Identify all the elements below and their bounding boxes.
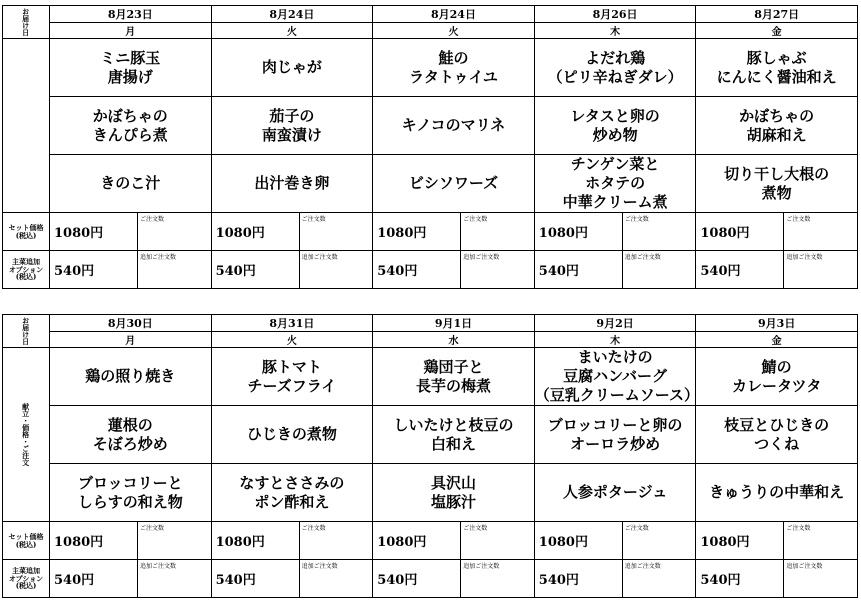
dish-cell: しいたけと枝豆の 白和え xyxy=(373,406,535,464)
set-price: 1080円 xyxy=(50,522,138,560)
set-price: 1080円 xyxy=(696,213,784,251)
option-price: 540円 xyxy=(373,560,461,598)
menu-label xyxy=(3,39,50,213)
date-header: 8月24日 xyxy=(373,6,535,23)
weekday-header: 月 xyxy=(50,23,212,39)
order-qty-field[interactable]: ご注文数 xyxy=(622,213,696,251)
add-order-qty-field[interactable]: 追加ご注文数 xyxy=(784,251,858,289)
dish-cell: ひじきの煮物 xyxy=(211,406,373,464)
set-price: 1080円 xyxy=(50,213,138,251)
delivery-date-label xyxy=(3,6,50,39)
dish-cell: ブロッコリーと しらすの和え物 xyxy=(50,464,212,522)
weekday-header: 火 xyxy=(211,23,373,39)
date-header: 8月31日 xyxy=(211,315,373,332)
dish-cell: 鮭の ラタトゥイユ xyxy=(373,39,535,97)
dish-cell: 人参ポタージュ xyxy=(534,464,696,522)
option-price: 540円 xyxy=(696,251,784,289)
dish-cell: よだれ鶏 （ピリ辛ねぎダレ） xyxy=(534,39,696,97)
order-qty-field[interactable]: ご注文数 xyxy=(622,522,696,560)
weekday-header: 金 xyxy=(696,332,858,348)
date-header: 8月27日 xyxy=(696,6,858,23)
option-price-label: 主菜追加 オプション (税込) xyxy=(3,560,50,598)
set-price: 1080円 xyxy=(534,522,622,560)
dish-cell: チンゲン菜と ホタテの 中華クリーム煮 xyxy=(534,155,696,213)
set-price: 1080円 xyxy=(696,522,784,560)
add-order-qty-field[interactable]: 追加ご注文数 xyxy=(622,560,696,598)
add-order-qty-field[interactable]: 追加ご注文数 xyxy=(138,560,212,598)
option-price: 540円 xyxy=(696,560,784,598)
set-price-label: セット価格 (税込) xyxy=(3,213,50,251)
dish-cell: 肉じゃが xyxy=(211,39,373,97)
dish-cell: 具沢山 塩豚汁 xyxy=(373,464,535,522)
dish-cell: キノコのマリネ xyxy=(373,97,535,155)
dish-cell: きのこ汁 xyxy=(50,155,212,213)
dish-cell: 茄子の 南蛮漬け xyxy=(211,97,373,155)
add-order-qty-field[interactable]: 追加ご注文数 xyxy=(138,251,212,289)
delivery-date-label xyxy=(3,315,50,348)
weekday-header: 木 xyxy=(534,23,696,39)
weekday-header: 金 xyxy=(696,23,858,39)
dish-cell: 鶏団子と 長芋の梅煮 xyxy=(373,348,535,406)
order-qty-field[interactable]: ご注文数 xyxy=(138,522,212,560)
dish-cell: 鶏の照り焼き xyxy=(50,348,212,406)
set-price-label: セット価格 (税込) xyxy=(3,522,50,560)
weekday-header: 火 xyxy=(373,23,535,39)
date-header: 8月26日 xyxy=(534,6,696,23)
weekday-header: 水 xyxy=(373,332,535,348)
option-price: 540円 xyxy=(534,251,622,289)
dish-cell: 蓮根の そぼろ炒め xyxy=(50,406,212,464)
date-header: 9月1日 xyxy=(373,315,535,332)
dish-cell: レタスと卵の 炒め物 xyxy=(534,97,696,155)
dish-cell: なすとささみの ポン酢和え xyxy=(211,464,373,522)
weekday-header: 火 xyxy=(211,332,373,348)
dish-cell: 枝豆とひじきの つくね xyxy=(696,406,858,464)
dish-cell: 切り干し大根の 煮物 xyxy=(696,155,858,213)
date-header: 8月24日 xyxy=(211,6,373,23)
date-header: 9月2日 xyxy=(534,315,696,332)
week-table-1 xyxy=(2,5,858,289)
option-price-label: 主菜追加 オプション (税込) xyxy=(3,251,50,289)
set-price: 1080円 xyxy=(534,213,622,251)
dish-cell: きゅうりの中華和え xyxy=(696,464,858,522)
add-order-qty-field[interactable]: 追加ご注文数 xyxy=(299,560,373,598)
dish-cell: 豚しゃぶ にんにく醤油和え xyxy=(696,39,858,97)
set-price: 1080円 xyxy=(373,213,461,251)
order-qty-field[interactable]: ご注文数 xyxy=(784,213,858,251)
weekday-header: 木 xyxy=(534,332,696,348)
date-header: 9月3日 xyxy=(696,315,858,332)
option-price: 540円 xyxy=(211,251,299,289)
option-price: 540円 xyxy=(50,251,138,289)
set-price: 1080円 xyxy=(211,213,299,251)
order-qty-field[interactable]: ご注文数 xyxy=(299,522,373,560)
option-price: 540円 xyxy=(373,251,461,289)
order-qty-field[interactable]: ご注文数 xyxy=(784,522,858,560)
menu-label-text: 献立・価格・ご注文 xyxy=(21,403,31,466)
order-qty-field[interactable]: ご注文数 xyxy=(461,213,535,251)
add-order-qty-field[interactable]: 追加ご注文数 xyxy=(299,251,373,289)
menu-label xyxy=(3,348,50,522)
add-order-qty-field[interactable]: 追加ご注文数 xyxy=(461,251,535,289)
dish-cell: ビシソワーズ xyxy=(373,155,535,213)
dish-cell: 出汁巻き卵 xyxy=(211,155,373,213)
dish-cell: かぼちゃの 胡麻和え xyxy=(696,97,858,155)
week-table-2 xyxy=(2,314,858,598)
add-order-qty-field[interactable]: 追加ご注文数 xyxy=(784,560,858,598)
date-header: 8月23日 xyxy=(50,6,212,23)
dish-cell: ミニ豚玉 唐揚げ xyxy=(50,39,212,97)
set-price: 1080円 xyxy=(211,522,299,560)
dish-cell: 豚トマト チーズフライ xyxy=(211,348,373,406)
date-header: 8月30日 xyxy=(50,315,212,332)
dish-cell: 鯖の カレータツタ xyxy=(696,348,858,406)
add-order-qty-field[interactable]: 追加ご注文数 xyxy=(461,560,535,598)
order-qty-field[interactable]: ご注文数 xyxy=(299,213,373,251)
dish-cell: かぼちゃの きんぴら煮 xyxy=(50,97,212,155)
dish-cell: まいたけの 豆腐ハンバーグ （豆乳クリームソース） xyxy=(534,348,700,404)
set-price: 1080円 xyxy=(373,522,461,560)
add-order-qty-field[interactable]: 追加ご注文数 xyxy=(622,251,696,289)
option-price: 540円 xyxy=(534,560,622,598)
weekday-header: 月 xyxy=(50,332,212,348)
order-qty-field[interactable]: ご注文数 xyxy=(461,522,535,560)
order-qty-field[interactable]: ご注文数 xyxy=(138,213,212,251)
option-price: 540円 xyxy=(50,560,138,598)
delivery-date-text: お届け日 xyxy=(21,8,31,36)
delivery-date-text: お届け日 xyxy=(21,317,31,345)
dish-cell: ブロッコリーと卵の オーロラ炒め xyxy=(534,406,696,464)
option-price: 540円 xyxy=(211,560,299,598)
